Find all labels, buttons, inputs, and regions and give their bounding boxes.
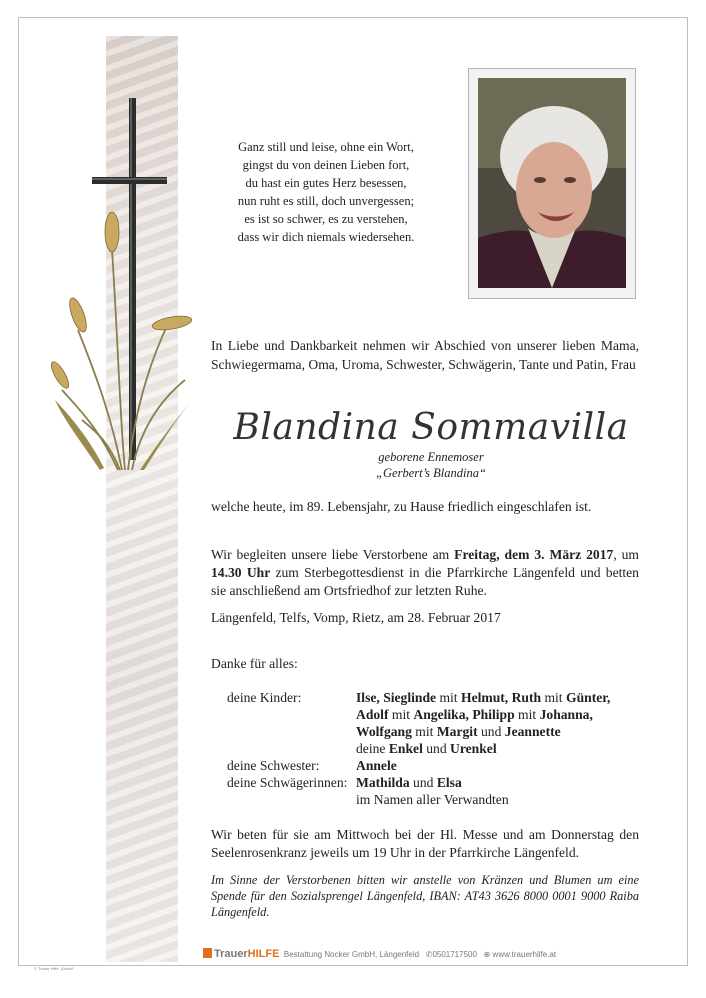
donation-note: Im Sinne der Verstorbenen bitten wir anstelle von Kränzen und Blumen um eine Spende für den Sozialsprengel Längenfeld, IBAN: AT43 3626 8000 0001 9000 Raiba Längenfeld. [211,873,639,919]
name-group: Johanna, [539,707,593,722]
death-notice: welche heute, im 89. Lebensjahr, zu Hause friedlich eingeschlafen ist. [211,499,592,514]
name-group: Günter, [566,690,611,705]
footer-company: Bestattung Nocker GmbH, Längenfeld [283,950,420,959]
portrait-photo [478,78,626,288]
image-credit: © Trauer Hilfe „Ährekl“ [34,966,74,971]
traurhilfe-logo-icon [203,948,212,958]
place-date: Längenfeld, Telfs, Vomp, Rietz, am 28. Februar 2017 [211,610,501,625]
name-group: Jeannette [504,724,561,739]
nickname: „Gerbert’s Blandina“ [376,466,486,480]
in-laws-label: deine Schwägerinnen: [227,775,348,790]
poem-line: dass wir dich niemals wiedersehen. [237,230,415,244]
closing-text: Wir beten für sie am Mittwoch bei der Hl. Messe und am Donnerstag den Seelenrosenkranz jeweils um 19 Uhr in der Pfarrkirche Längenfeld. [211,827,639,860]
poem-line: nun ruht es still, doch unvergessen; [237,194,415,208]
connector: mit [541,690,566,705]
children-line-3 [356,723,561,740]
poem-line: gingst du von deinen Lieben fort, [242,158,410,172]
connector: und [477,724,505,739]
sister-label: deine Schwester: [227,758,320,773]
funeral-pre: Wir begleiten unsere liebe Verstorbene am [211,547,455,562]
poem-line: es ist so schwer, es zu verstehen, [244,212,408,226]
funeral-text [211,546,639,600]
funeral-time: 14.30 Uhr [211,565,271,580]
birth-name: geborene Ennemoser [378,450,484,464]
connector: und [409,775,437,790]
connector: mit [514,707,540,722]
name-group: Enkel [388,741,423,756]
children-line-2 [356,706,593,723]
name-group: Wolfgang [356,724,412,739]
brand-a: Trauer [214,948,248,960]
name-group: Annele [356,758,397,773]
name-group: Elsa [436,775,462,790]
relatives-line: im Namen aller Verwandten [356,792,509,807]
thanks-heading: Danke für alles: [211,656,298,671]
name-group: Angelika, Philipp [413,707,515,722]
name-group: Helmut, Ruth [461,690,542,705]
sister-name [356,757,397,774]
poem-line: Ganz still und leise, ohne ein Wort, [238,140,414,154]
connector: deine [356,741,389,756]
children-line-1 [356,689,610,706]
name-group: Ilse, Sieglinde [356,690,437,705]
funeral-date: Freitag, dem 3. März 2017 [454,547,614,562]
footer [203,948,556,960]
brand-b: HILFE [247,948,280,960]
funeral-mid: , um [613,547,640,562]
connector: mit [388,707,414,722]
connector: mit [411,724,437,739]
phone-icon: ✆ [425,950,433,959]
poem [215,138,437,246]
poem-line: du hast ein gutes Herz besessen, [245,176,407,190]
connector: mit [436,690,461,705]
footer-phone: 0501717500 [432,950,477,959]
in-laws-names [356,774,462,791]
name-group: Adolf [356,707,389,722]
children-line-4 [356,740,497,757]
connector: und [422,741,451,756]
web-icon: ⊕ [483,950,491,959]
name-group: Margit [436,724,478,739]
name-group: Urenkel [450,741,497,756]
deceased-name: Blandina Sommavilla [233,407,629,448]
footer-web[interactable]: www.trauerhilfe.at [492,950,557,959]
intro-text: In Liebe und Dankbarkeit nehmen wir Abschied von unserer lieben Mama, Schwiegermama, Oma, Uroma, Schwester, Schwägerin, Tante und Patin, Frau [211,338,639,372]
children-label: deine Kinder: [227,690,302,705]
name-group: Mathilda [356,775,410,790]
funeral-post: zum Sterbegottesdienst in die Pfarrkirche Längenfeld und betten sie anschließend am Ortsfriedhof zur letzten Ruhe. [211,565,639,598]
